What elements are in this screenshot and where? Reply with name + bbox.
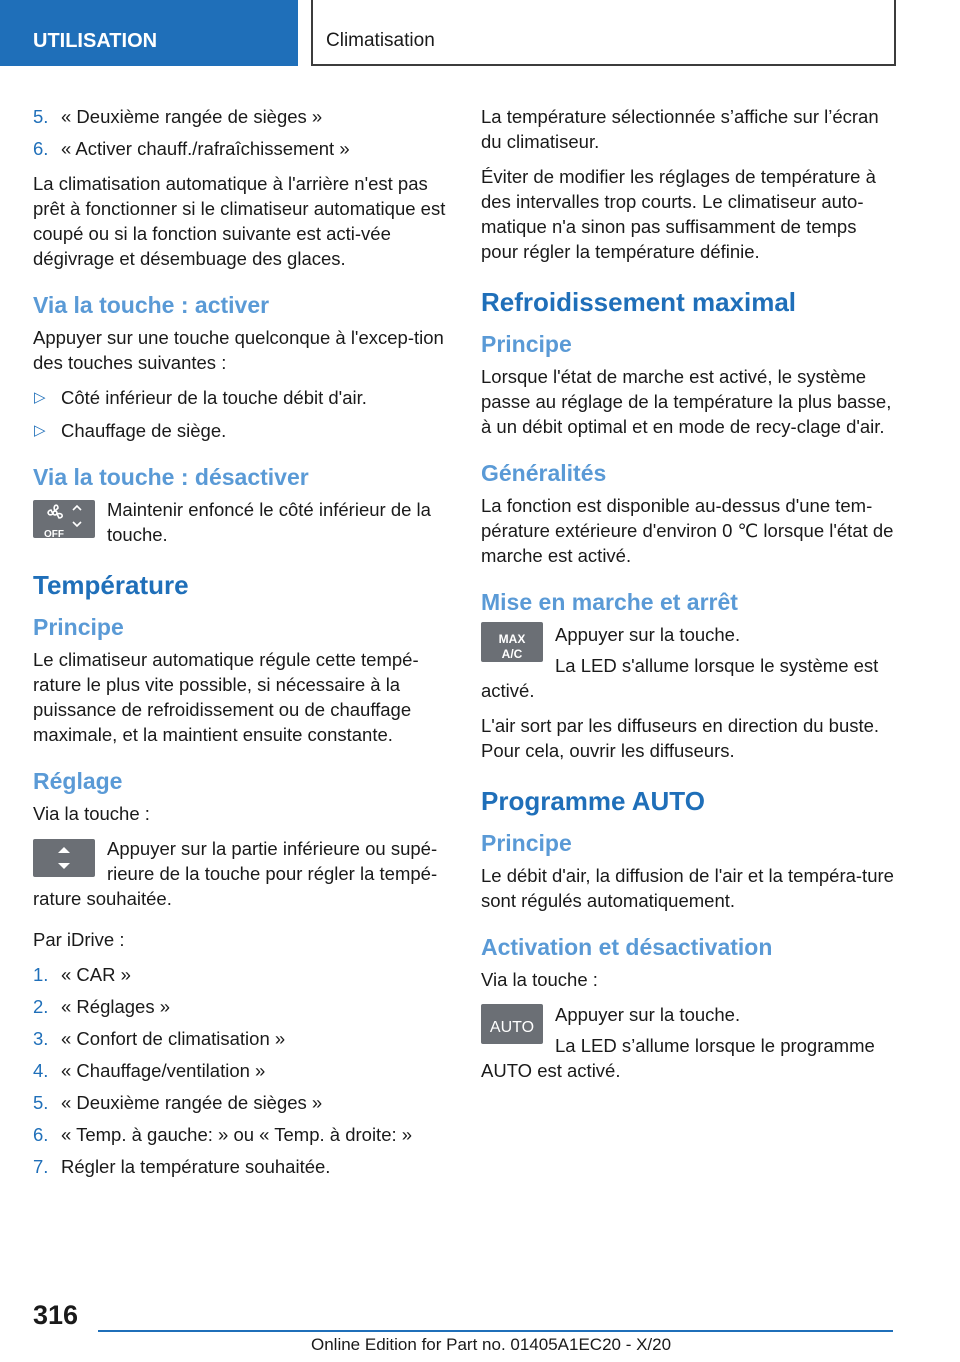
paragraph-idrive: Par iDrive : <box>33 929 125 950</box>
paragraph-auto-principe: Le débit d'air, la diffusion de l'air et la tempéra‐ture sont régulés automatiquement. <box>481 865 894 911</box>
heading-reglage: Réglage <box>33 768 123 794</box>
up-down-arrows-icon <box>33 839 95 877</box>
deactivate-text: Maintenir enfoncé le côté inférieur de la touche. <box>107 499 431 545</box>
paragraph-via-touche: Via la touche : <box>481 969 598 990</box>
ac-label: A/C <box>501 647 523 661</box>
heading-generalites: Généralités <box>481 460 607 486</box>
list-item: 3. « Confort de climatisation » <box>33 1028 286 1049</box>
triangle-bullet-icon: ▷ <box>34 389 46 406</box>
paragraph-activate: Appuyer sur une touche quelconque à l'excep‐tion des touches suivantes : <box>33 327 444 373</box>
heading-activation: Activation et désactivation <box>481 934 773 960</box>
right-column <box>481 104 895 1093</box>
paragraph-display: La température sélectionnée s’affiche sur l’écran du climatiseur. <box>481 106 879 152</box>
paragraph-principe: Le climatiseur automatique régule cette tempé‐rature le plus vite possible, si nécessaire à la puissance de refroidissement ou de chauffage maximale, et la maintient ensuite constante. <box>33 649 419 745</box>
heading-max-cooling: Refroidissement maximal <box>481 287 797 317</box>
list-item: 2. « Réglages » <box>33 996 171 1017</box>
heading-on-off: Mise en marche et arrêt <box>481 589 738 615</box>
temp-rocker-button-image <box>33 839 95 877</box>
list-item: ▷ Côté inférieur de la touche débit d'air. <box>34 387 367 408</box>
paragraph-max-principe: Lorsque l'état de marche est activé, le système passe au réglage de la température la plus basse, à un débit optimal et en mode de recy‐clage d'air. <box>481 366 892 437</box>
page-header <box>0 0 960 66</box>
paragraph-generalites: La fonction est disponible au-dessus d'une tem‐pérature extérieure d'environ 0 ℃ lorsque l'état de marche est activé. <box>481 495 894 566</box>
edition-text: Online Edition for Part no. 01405A1EC20 - X/20 <box>311 1335 672 1354</box>
list-item: 1. « CAR » <box>33 964 131 985</box>
heading-deactivate: Via la touche : désactiver <box>33 464 309 490</box>
heading-temperature: Température <box>33 570 189 600</box>
list-item: 5. « Deuxième rangée de sièges » <box>33 1092 323 1113</box>
list-item: 6. « Temp. à gauche: » ou « Temp. à droite: » <box>33 1124 413 1145</box>
heading-principe: Principe <box>481 331 572 357</box>
section-tab: UTILISATION <box>0 0 298 66</box>
max-ac-button-image <box>481 622 543 662</box>
auto-block: AUTO Appuyer sur la touche. La LED s’allume lorsque le programme AUTO est activé. <box>481 1004 875 1081</box>
chapter-title: Climatisation <box>311 0 896 66</box>
triangle-bullet-icon: ▷ <box>34 422 46 439</box>
paragraph-air: L'air sort par les diffuseurs en direction du buste. Pour cela, ouvrir les diffuseurs. <box>481 715 880 761</box>
auto-button-image <box>481 1004 543 1044</box>
max-ac-block: MAX A/C Appuyer sur la touche. La LED s'allume lorsque le système est activé. <box>481 624 879 701</box>
list-steps-continued <box>33 104 447 161</box>
list-item: 5. « Deuxième rangée de sièges » <box>33 106 323 127</box>
fan-off-label: OFF <box>44 529 64 540</box>
list-item: 7. Régler la température souhaitée. <box>33 1156 331 1177</box>
heading-principe: Principe <box>481 830 572 856</box>
auto-label: AUTO <box>489 1019 535 1036</box>
deactivate-block <box>33 497 447 547</box>
fan-off-button-image <box>33 500 95 538</box>
list-item: 4. « Chauffage/ventilation » <box>33 1060 266 1081</box>
heading-principe: Principe <box>33 614 124 640</box>
paragraph-interval: Éviter de modifier les réglages de température à des intervalles trop courts. Le climatiseur auto‐matique n'a sinon pas suffisamment de temps pour régler la température définie. <box>481 166 876 262</box>
max-label: MAX <box>498 632 526 646</box>
left-column <box>33 104 447 1189</box>
footer-divider <box>98 1330 893 1332</box>
heading-auto-program: Programme AUTO <box>481 786 705 816</box>
paragraph-auto-note: La climatisation automatique à l'arrière n'est pas prêt à fonctionner si le climatiseur automatique est coupé ou si la fonction suivante est acti‐vée dégivrage et désembuage des glaces. <box>33 173 446 269</box>
list-item: ▷ Chauffage de siège. <box>34 420 227 441</box>
list-idrive-steps <box>33 962 447 1179</box>
paragraph-via-touche: Via la touche : <box>33 803 150 824</box>
heading-activate: Via la touche : activer <box>33 292 270 318</box>
reglage-block: Appuyer sur la partie inférieure ou supé‐rieure de la touche pour régler la tempé‐ rature souhaitée. <box>33 838 438 909</box>
exception-list <box>33 385 447 443</box>
page-number: 316 <box>33 1300 79 1330</box>
list-item: 6. « Activer chauff./rafraîchissement » <box>33 138 350 159</box>
